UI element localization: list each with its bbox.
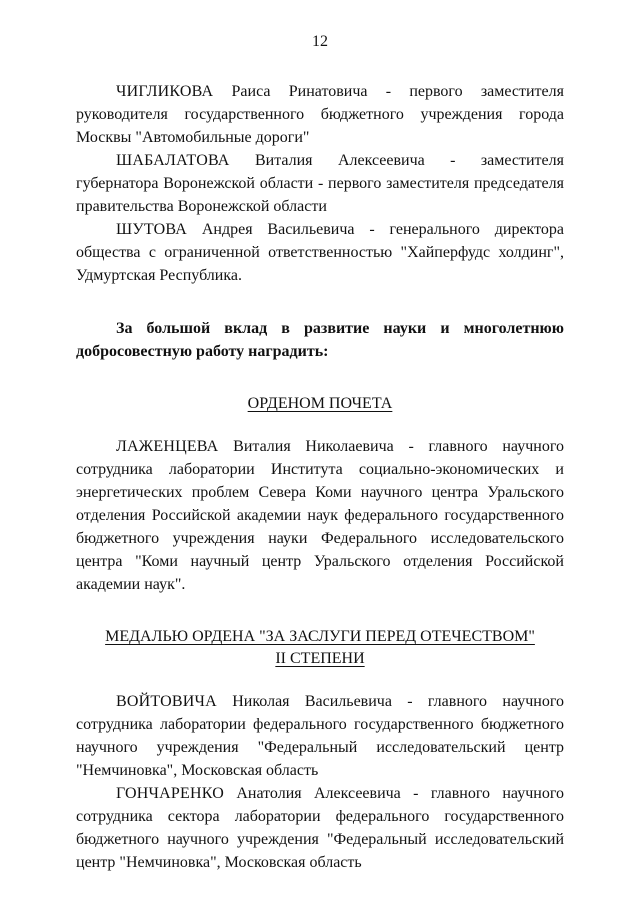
award-entry [76,80,564,149]
award-entry [76,435,564,596]
recipient-surname: ШАБАЛАТОВА [116,152,230,169]
award-entry [76,782,564,874]
recipient-details: Андрея Васильевича - генерального директора общества с ограниченной ответственностью "Хайперфудс холдинг", Удмуртская Республика. [76,221,564,284]
document-body [76,80,564,874]
recipient-surname: ШУТОВА [116,221,188,238]
recipient-details: Виталия Алексеевича - заместителя губернатора Воронежской области - первого заместителя председателя правительства Воронежской области [76,152,564,215]
recipient-details: Николая Васильевича - главного научного сотрудника лаборатории федерального государственного бюджетного научного учреждения "Федеральный исследовательский центр "Немчиновка", Московская область [76,693,564,779]
award-entry [76,149,564,218]
award-entry [76,690,564,782]
recipient-surname: ЛАЖЕНЦЕВА [116,438,219,455]
award-title-medal-line-2: II СТЕПЕНИ [275,650,365,667]
page-number: 12 [312,33,328,50]
award-entry [76,218,564,287]
recipient-surname: ВОЙТОВИЧА [116,693,217,710]
recipient-details: Раиса Ринатовича - первого заместителя руководителя государственного бюджетного учреждения города Москвы "Автомобильные дороги" [76,83,564,146]
recipient-details: Анатолия Алексеевича - главного научного сотрудника сектора лаборатории федерального государственного бюджетного научного учреждения "Федеральный исследовательский центр "Немчиновка", Московская область [76,785,564,871]
recipient-details: Виталия Николаевича - главного научного сотрудника лаборатории Института социально-экономических и энергетических проблем Севера Коми научного центра Уральского отделения Российской академии наук федерального государственного бюджетного учреждения науки Федерального исследовательского центра "Коми научный центр Уральского отделения Российской академии наук". [76,438,564,593]
award-title-medal-line-1: МЕДАЛЬЮ ОРДЕНА "ЗА ЗАСЛУГИ ПЕРЕД ОТЕЧЕСТВОМ" [105,628,535,645]
recipient-surname: ЧИГЛИКОВА [116,83,214,100]
recipient-surname: ГОНЧАРЕНКО [116,785,224,802]
decree-statement: За большой вклад в развитие науки и многолетнюю добросовестную работу наградить: [76,320,564,360]
award-title-order-of-honor: ОРДЕНОМ ПОЧЕТА [247,395,393,412]
